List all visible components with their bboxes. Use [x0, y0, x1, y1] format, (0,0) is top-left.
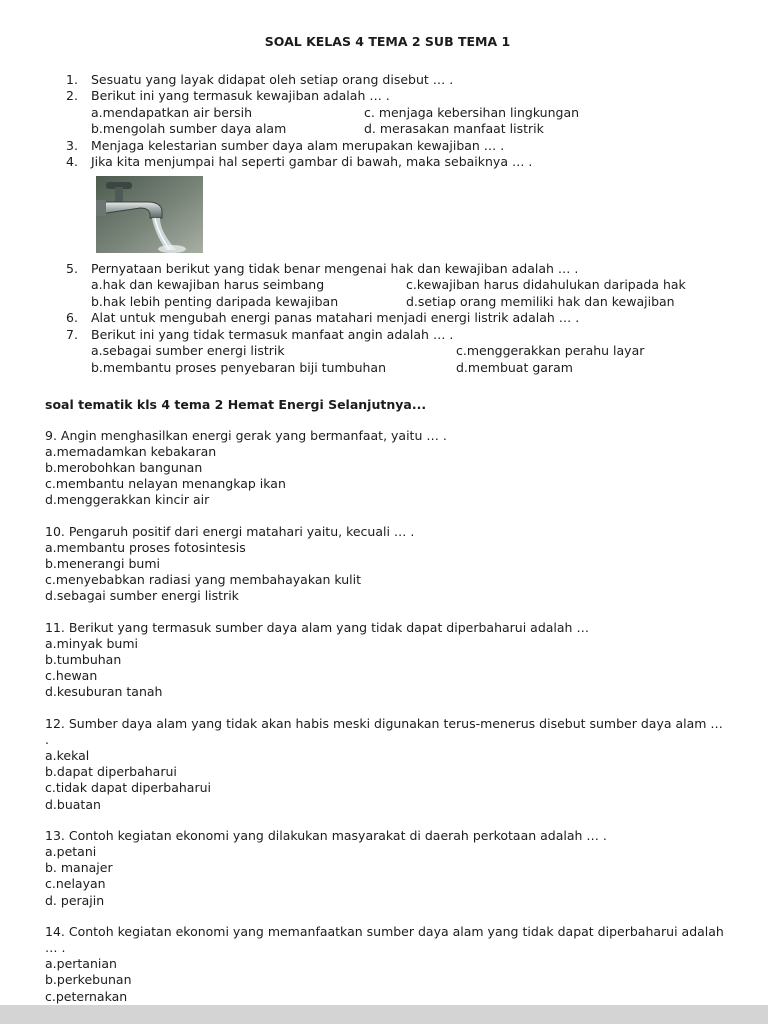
- question-text: Alat untuk mengubah energi panas matahari menjadi energi listrik adalah … .: [91, 310, 580, 325]
- option-a: a.mendapatkan air bersih: [91, 104, 253, 120]
- option-row: [91, 121, 730, 138]
- option-a: a.hak dan kewajiban harus seimbang: [91, 277, 325, 292]
- question-number: 6.: [66, 310, 78, 325]
- option-b: b.dapat diperbaharui: [45, 764, 177, 780]
- question-number: 3.: [66, 137, 78, 153]
- option-row: [91, 343, 730, 360]
- option-d: d.menggerakkan kincir air: [45, 492, 210, 508]
- option-a: a.kekal: [45, 747, 90, 763]
- question-text: Berikut ini yang termasuk kewajiban adalah … .: [91, 88, 390, 103]
- option-d: d. perajin: [45, 892, 105, 908]
- option-d: d. merasakan manfaat listrik: [364, 121, 544, 136]
- question-number: 5.: [66, 260, 78, 276]
- page-bottom-edge: [0, 1005, 768, 1024]
- question-text: Sesuatu yang layak didapat oleh setiap orang disebut … .: [91, 71, 454, 87]
- question-number: 4.: [66, 154, 78, 169]
- option-a: a.minyak bumi: [45, 635, 138, 651]
- question-number: 1.: [66, 71, 78, 87]
- option-d: d.kesuburan tanah: [45, 684, 163, 700]
- image-indent: [66, 171, 91, 261]
- question-number: 7.: [66, 326, 78, 342]
- question-5: [45, 261, 730, 311]
- faucet-image: [96, 176, 203, 253]
- question-text: Berikut ini yang tidak termasuk manfaat angin adalah … .: [91, 326, 454, 342]
- option-a: a.membantu proses fotosintesis: [45, 539, 246, 555]
- option-c: c.menyebabkan radiasi yang membahayakan kulit: [45, 572, 362, 588]
- question-12: [45, 716, 730, 813]
- question-13: [45, 828, 730, 909]
- question-text: 9. Angin menghasilkan energi gerak yang bermanfaat, yaitu … .: [45, 427, 447, 443]
- option-c: c.menggerakkan perahu layar: [456, 343, 645, 358]
- option-d: d.membuat garam: [456, 359, 573, 375]
- option-c: c.membantu nelayan menangkap ikan: [45, 476, 286, 492]
- question-text: 10. Pengaruh positif dari energi matahari yaitu, kecuali … .: [45, 523, 415, 539]
- option-b: b.perkebunan: [45, 972, 132, 988]
- question-6: [45, 310, 730, 327]
- question-text: Pernyataan berikut yang tidak benar mengenai hak dan kewajiban adalah … .: [91, 260, 579, 276]
- option-c: c.hewan: [45, 668, 98, 684]
- option-c: c. menjaga kebersihan lingkungan: [364, 104, 580, 120]
- option-d: d.setiap orang memiliki hak dan kewajiban: [406, 293, 675, 309]
- option-b: b.mengolah sumber daya alam: [91, 121, 287, 136]
- question-9: [45, 428, 730, 509]
- option-b: b.merobohkan bangunan: [45, 459, 203, 475]
- option-c: c.nelayan: [45, 876, 106, 892]
- question-4: [45, 154, 730, 171]
- option-b: b.menerangi bumi: [45, 555, 160, 571]
- question-2: [45, 88, 730, 138]
- image-row: [45, 171, 730, 261]
- question-11: [45, 620, 730, 701]
- option-row: [91, 105, 730, 122]
- question-text: 12. Sumber daya alam yang tidak akan habis meski digunakan terus-menerus disebut sumber daya alam … .: [45, 715, 723, 747]
- option-c: c.tidak dapat diperbaharui: [45, 780, 211, 796]
- option-a: a.pertanian: [45, 956, 117, 972]
- option-c: c.kewajiban harus didahulukan daripada hak: [406, 277, 686, 292]
- option-b: b.tumbuhan: [45, 651, 122, 667]
- option-row: [91, 360, 730, 377]
- option-a: a.sebagai sumber energi listrik: [91, 343, 285, 358]
- question-10: [45, 524, 730, 605]
- question-text: Jika kita menjumpai hal seperti gambar di bawah, maka sebaiknya … .: [91, 154, 533, 169]
- section-subtitle: soal tematik kls 4 tema 2 Hemat Energi Selanjutnya...: [45, 397, 427, 412]
- option-c: c.peternakan: [45, 988, 128, 1004]
- option-a: a.memadamkan kebakaran: [45, 443, 217, 459]
- option-a: a.petani: [45, 843, 97, 859]
- option-b: b. manajer: [45, 860, 113, 876]
- question-3: [45, 138, 730, 155]
- question-text: 11. Berikut yang termasuk sumber daya alam yang tidak dapat diperbaharui adalah …: [45, 619, 589, 635]
- option-d: d.sebagai sumber energi listrik: [45, 588, 239, 604]
- option-row: [91, 277, 730, 294]
- question-1: [45, 72, 730, 89]
- option-b: b.hak lebih penting daripada kewajiban: [91, 293, 339, 309]
- question-7: [45, 327, 730, 377]
- option-d: d.buatan: [45, 796, 101, 812]
- option-b: b.membantu proses penyebaran biji tumbuhan: [91, 359, 387, 375]
- option-row: [91, 294, 730, 311]
- question-text: 13. Contoh kegiatan ekonomi yang dilakukan masyarakat di daerah perkotaan adalah … .: [45, 827, 607, 843]
- question-text: Menjaga kelestarian sumber daya alam merupakan kewajiban … .: [91, 137, 505, 153]
- page-title: SOAL KELAS 4 TEMA 2 SUB TEMA 1: [264, 34, 511, 49]
- question-text: 14. Contoh kegiatan ekonomi yang memanfaatkan sumber daya alam yang tidak dapat diperbaharui adalah … .: [45, 923, 724, 955]
- question-number: 2.: [66, 88, 78, 103]
